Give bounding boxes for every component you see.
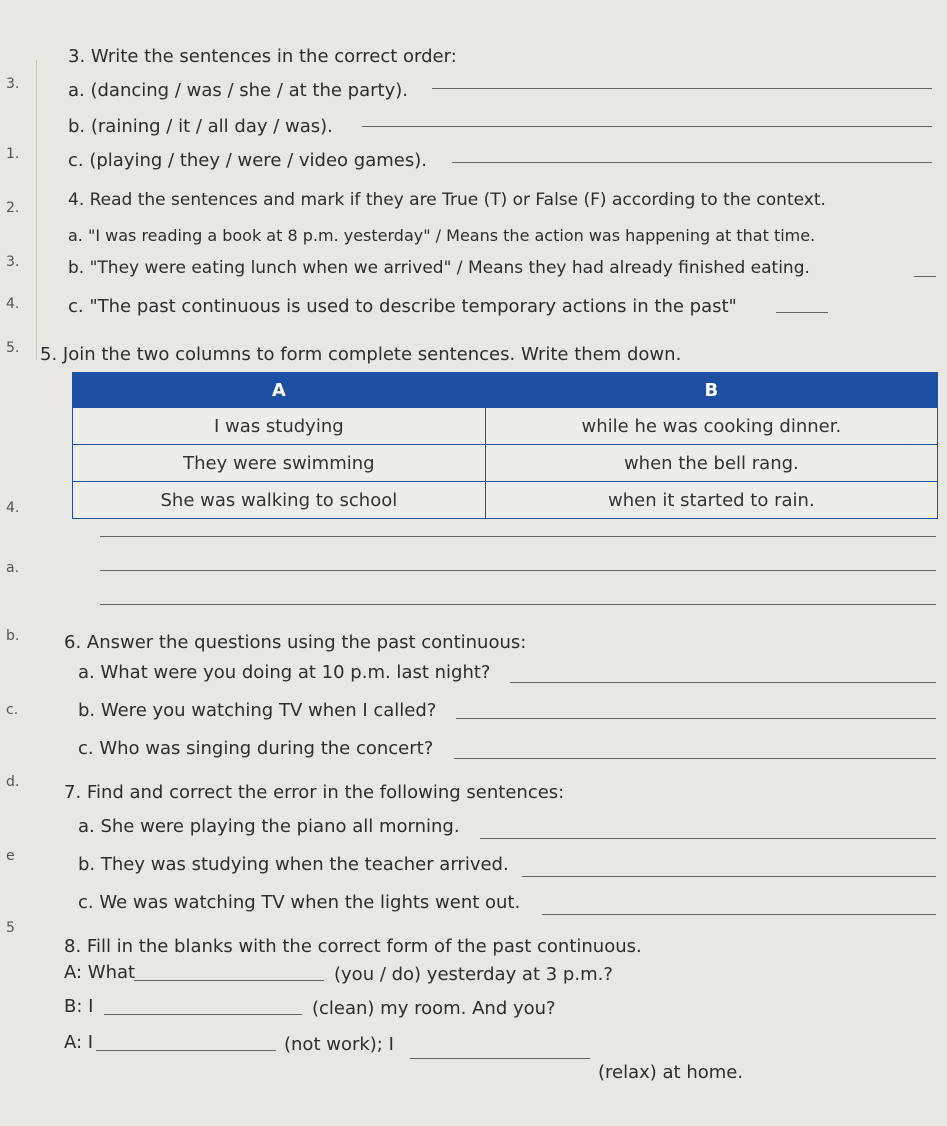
ex8-blank-3[interactable] [96,1050,276,1051]
column-a-cell: I was studying [73,408,486,445]
margin-mark: 5 [6,920,15,936]
ex8-line1-end: (you / do) yesterday at 3 p.m.? [334,964,613,985]
ex3-answer-line-a[interactable] [432,88,932,89]
ex6-item-a: a. What were you doing at 10 p.m. last night? [78,662,491,683]
ex3-answer-line-b[interactable] [362,126,932,127]
margin-mark: c. [6,702,19,718]
margin-mark: 4. [6,500,20,516]
ex4-title: 4. Read the sentences and mark if they are True (T) or False (F) according to the context. [68,190,826,210]
table-row [73,482,938,519]
column-b-cell: while he was cooking dinner. [485,408,937,445]
ex5-answer-line-1[interactable] [100,536,936,537]
ex6-answer-line-a[interactable] [510,682,936,683]
ex3-item-a: a. (dancing / was / she / at the party). [68,80,408,101]
ex7-item-c: c. We was watching TV when the lights went out. [78,892,521,913]
ex3-title: 3. Write the sentences in the correct order: [68,46,457,67]
ex8-blank-1[interactable] [134,980,324,981]
ex4-item-c: c. "The past continuous is used to describe temporary actions in the past" [68,296,737,317]
ex5-answer-line-3[interactable] [100,604,936,605]
ex6-title: 6. Answer the questions using the past continuous: [64,632,527,653]
margin-mark: e [6,848,15,864]
ex3-answer-line-c[interactable] [452,162,932,163]
ex3-item-c: c. (playing / they / were / video games). [68,150,427,171]
ex7-item-a: a. She were playing the piano all morning. [78,816,460,837]
ex6-item-c: c. Who was singing during the concert? [78,738,434,759]
margin-mark: 2. [6,200,20,216]
column-a-cell: They were swimming [73,445,486,482]
margin-mark: 1. [6,146,20,162]
ex4-item-b: b. "They were eating lunch when we arrived" / Means they had already finished eating. [68,258,810,278]
ex8-line1-start: A: What [64,962,136,983]
ex4-answer-line-b[interactable] [914,276,936,277]
ex7-answer-line-b[interactable] [522,876,936,877]
ex4-answer-line-c[interactable] [776,312,828,313]
ex5-answer-line-2[interactable] [100,570,936,571]
ex8-blank-4[interactable] [410,1058,590,1059]
table-row [73,408,938,445]
ex8-line2-end: (clean) my room. And you? [312,998,556,1019]
ex5-title: 5. Join the two columns to form complete sentences. Write them down. [40,344,682,365]
ex6-answer-line-b[interactable] [456,718,936,719]
margin-mark: 3. [6,254,20,270]
ex4-item-a: a. "I was reading a book at 8 p.m. yesterday" / Means the action was happening at that time. [68,226,816,245]
ex8-title: 8. Fill in the blanks with the correct form of the past continuous. [64,936,642,957]
ex7-answer-line-a[interactable] [480,838,936,839]
ex8-line2-start: B: I [64,996,94,1017]
column-b-cell: when the bell rang. [485,445,937,482]
margin-mark: d. [6,774,20,790]
margin-mark: 3. [6,76,20,92]
column-header-a: A [73,373,486,408]
ex7-title: 7. Find and correct the error in the following sentences: [64,782,565,803]
match-columns-table [72,372,938,519]
ex7-item-b: b. They was studying when the teacher arrived. [78,854,509,875]
column-a-cell: She was walking to school [73,482,486,519]
ex3-item-b: b. (raining / it / all day / was). [68,116,333,137]
table-row [73,445,938,482]
ex8-line3-end: (relax) at home. [598,1062,744,1083]
margin-mark: 5. [6,340,20,356]
ex6-answer-line-c[interactable] [454,758,936,759]
ex8-line3-mid: (not work); I [284,1034,394,1055]
ex7-answer-line-c[interactable] [542,914,936,915]
column-header-b: B [485,373,937,408]
margin-mark: 4. [6,296,20,312]
ex6-item-b: b. Were you watching TV when I called? [78,700,437,721]
column-b-cell: when it started to rain. [485,482,937,519]
ex8-blank-2[interactable] [104,1014,302,1015]
ex8-line3-start: A: I [64,1032,94,1053]
margin-mark: b. [6,628,20,644]
margin-mark: a. [6,560,20,576]
